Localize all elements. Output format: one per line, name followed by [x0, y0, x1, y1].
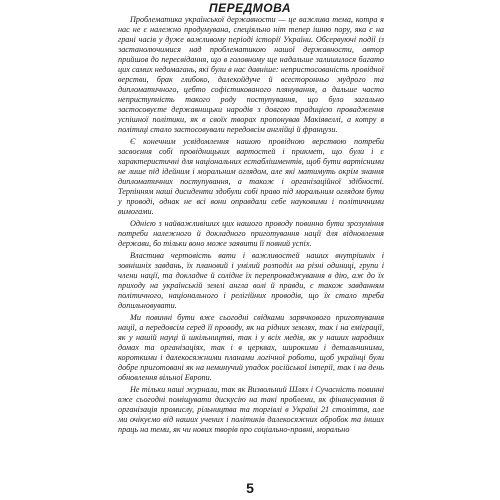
paragraph: Ми повинні бути вже сьогодні свідками зарячкового приготування нації, а передовсім серед її проводу, як на рідних землях, так і на еміграції, як у нашій науці й шкільництві, так і у всіх медія, як у наших народних домах та організаціях, так і в церквах, широкими і детальчиними, короткими і далекосяжними планами логічної роботи, щоб українці були добре приготовані як на неминучий упадок російської імперії, так і на день обновлення вільної Европи. [118, 313, 384, 382]
paragraph: Є конечним усвідомлення нашою провідною верствою потреби засвоєння собі провідницьких вартостей і прикмет, що були і є характеристичні для національних естаблішментів, щоб бути вартісними не лише під ідейним і моральним оглядом, але які матимуть окрім знання дипломатичних поступування, а також і організаційної здібності. Терпінням наші дисиденти здобули собі право під моральним оглядом бути у проводі, однак не всі вони оправдали себе науковими і політичними вимогами. [118, 137, 384, 216]
body-text [118, 15, 384, 437]
paragraph: Не тільки наші журнали, так як Визвольний Шлях і Сучасність повинні вже сьогодні поміщувати дискусію на такі проблеми, як фінансування й організація промислу, рільництва та торгівлі в Україні 21 століття, але ми очікуємо від наших учених і політиків далекосяжних обробок та інших праць на теми, як чи нових творів про соціально-правні, морально [118, 385, 384, 434]
paragraph: Властива чертовість вати і важливостей наших внутрішніх і зовнішніх завдань, їх плановий і умілий розподіл на різні одиниці, групи і члени нації, та докладне й солідне їх перепроваджування в дію, аж до їх приходу на українській землі англа волі й правди, є також завданням політичного, національного і релігійних проводів, що їх стало треба допильновувати. [118, 251, 384, 310]
page-title: ПЕРЕДМОВА [208, 1, 291, 15]
page-number: 5 [246, 480, 254, 496]
paragraph: Проблематика української державности — це важлива тема, котра я нас не є належно продумувана, спеціяльно ніт тепер ішню пору, яка є на грані часів у дуже важливому періоді історії України. Обсервуючі події із застанолючимися над проблематикою нашої державности, автор прийшов до пересвідання, що в головному ще надальше залишилося багато цих самих недомагань, які були в нас давніше: непристосованість провідної верстви, брак глибоко, далекойдуче й всесторонньо мудрого та дипломатичного, цебто софістикованого плянування, а дальше часто неприступність такого роду поступування, що було загально застосовуєте державницьки народів з довгою традицією провадження успішної політики, як в своїх творах пропонував Макіявеллі, а котру в політиці стало застосовували передовсім англійці й французи. [118, 15, 384, 134]
paragraph: Однією з найважливіших цих нашого проводу повинно бути зрозуміння потреби належного й докладного приготування нації для відновлення держави, бо тільки воно може заявити її повний успіх. [118, 219, 384, 248]
